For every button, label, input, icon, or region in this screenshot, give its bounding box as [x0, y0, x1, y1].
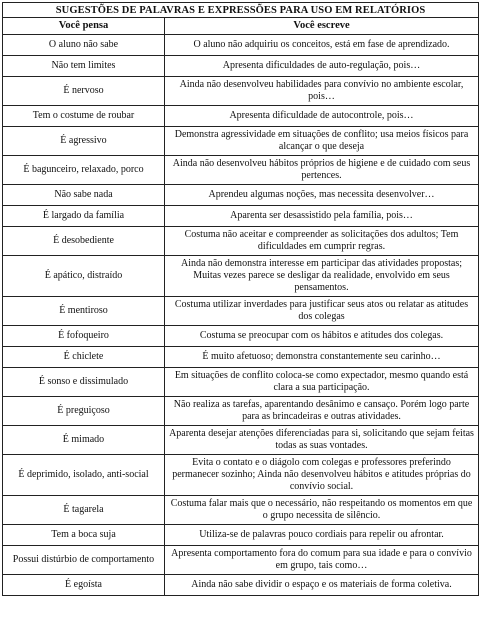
cell-voce-pensa: É tagarela: [3, 496, 165, 525]
table-row: [3, 297, 479, 326]
cell-voce-escreve: O aluno não adquiriu os conceitos, está em fase de aprendizado.: [165, 35, 479, 56]
cell-voce-escreve: Apresenta dificuldade de autocontrole, pois…: [165, 106, 479, 127]
cell-voce-pensa: É deprimido, isolado, anti-social: [3, 455, 165, 496]
table-row: [3, 35, 479, 56]
table-row: [3, 368, 479, 397]
table-row: [3, 206, 479, 227]
table-row: [3, 525, 479, 546]
cell-voce-pensa: É chiclete: [3, 347, 165, 368]
cell-voce-escreve: Apresenta dificuldades de auto-regulação, pois…: [165, 56, 479, 77]
table-row: [3, 106, 479, 127]
cell-voce-escreve: Aparenta desejar atenções diferenciadas para si, solicitando que sejam feitas todas as suas vontades.: [165, 426, 479, 455]
table-title: SUGESTÕES DE PALAVRAS E EXPRESSÕES PARA USO EM RELATÓRIOS: [3, 3, 479, 18]
table-row: [3, 575, 479, 596]
cell-voce-escreve: Aparenta ser desassistido pela família, pois…: [165, 206, 479, 227]
cell-voce-escreve: Costuma não aceitar e compreender as solicitações dos adultos; Tem dificuldades em cumprir regras.: [165, 227, 479, 256]
cell-voce-escreve: Costuma falar mais que o necessário, não respeitando os momentos em que o grupo necessita de silêncio.: [165, 496, 479, 525]
cell-voce-pensa: É fofoqueiro: [3, 326, 165, 347]
cell-voce-escreve: Aprendeu algumas noções, mas necessita desenvolver…: [165, 185, 479, 206]
table-row: [3, 426, 479, 455]
report-phrases-table: [2, 2, 479, 596]
cell-voce-pensa: É desobediente: [3, 227, 165, 256]
cell-voce-escreve: Demonstra agressividade em situações de conflito; usa meios físicos para alcançar o que deseja: [165, 127, 479, 156]
cell-voce-pensa: É mimado: [3, 426, 165, 455]
table-row: [3, 156, 479, 185]
cell-voce-escreve: Apresenta comportamento fora do comum para sua idade e para o convívio em grupo, tais como…: [165, 546, 479, 575]
table-row: [3, 496, 479, 525]
table-row: [3, 326, 479, 347]
cell-voce-pensa: É agressivo: [3, 127, 165, 156]
table-row: [3, 127, 479, 156]
cell-voce-escreve: Ainda não desenvolveu habilidades para convívio no ambiente escolar, pois…: [165, 77, 479, 106]
cell-voce-pensa: É egoísta: [3, 575, 165, 596]
cell-voce-escreve: Evita o contato e o diágolo com colegas e professores preferindo permanecer sozinho; Ainda não desenvolveu hábitos e atitudes próprias do convívio social.: [165, 455, 479, 496]
cell-voce-pensa: O aluno não sabe: [3, 35, 165, 56]
column-header-voce-escreve: Você escreve: [165, 18, 479, 35]
cell-voce-escreve: Ainda não desenvolveu hábitos próprios de higiene e de cuidado com seus pertences.: [165, 156, 479, 185]
cell-voce-pensa: É mentiroso: [3, 297, 165, 326]
table-row: [3, 185, 479, 206]
cell-voce-pensa: É largado da família: [3, 206, 165, 227]
header-row: [3, 18, 479, 35]
table-row: [3, 546, 479, 575]
document-page: [2, 2, 478, 596]
table-row: [3, 227, 479, 256]
cell-voce-escreve: Em situações de conflito coloca-se como expectador, mesmo quando está clara a sua participação.: [165, 368, 479, 397]
cell-voce-pensa: Tem o costume de roubar: [3, 106, 165, 127]
cell-voce-escreve: Ainda não demonstra interesse em participar das atividades propostas; Muitas vezes parece se desligar da realidade, envolvido em seus pensamentos.: [165, 256, 479, 297]
cell-voce-escreve: Costuma se preocupar com os hábitos e atitudes dos colegas.: [165, 326, 479, 347]
table-body: [3, 35, 479, 596]
cell-voce-escreve: Costuma utilizar inverdades para justificar seus atos ou relatar as atitudes dos colegas: [165, 297, 479, 326]
table-row: [3, 77, 479, 106]
table-row: [3, 56, 479, 77]
cell-voce-escreve: Não realiza as tarefas, aparentando desânimo e cansaço. Porém logo parte para as brincadeiras e outras atividades.: [165, 397, 479, 426]
table-row: [3, 347, 479, 368]
column-header-voce-pensa: Você pensa: [3, 18, 165, 35]
table-row: [3, 455, 479, 496]
cell-voce-pensa: Não tem limites: [3, 56, 165, 77]
cell-voce-escreve: É muito afetuoso; demonstra constantemente seu carinho…: [165, 347, 479, 368]
cell-voce-pensa: Possui distúrbio de comportamento: [3, 546, 165, 575]
cell-voce-escreve: Ainda não sabe dividir o espaço e os materiais de forma coletiva.: [165, 575, 479, 596]
cell-voce-pensa: Não sabe nada: [3, 185, 165, 206]
cell-voce-pensa: Tem a boca suja: [3, 525, 165, 546]
table-row: [3, 397, 479, 426]
cell-voce-pensa: É sonso e dissimulado: [3, 368, 165, 397]
table-row: [3, 256, 479, 297]
cell-voce-pensa: É bagunceiro, relaxado, porco: [3, 156, 165, 185]
cell-voce-escreve: Utiliza-se de palavras pouco cordiais para repelir ou afrontar.: [165, 525, 479, 546]
cell-voce-pensa: É nervoso: [3, 77, 165, 106]
cell-voce-pensa: É preguiçoso: [3, 397, 165, 426]
title-row: [3, 3, 479, 18]
cell-voce-pensa: É apático, distraído: [3, 256, 165, 297]
